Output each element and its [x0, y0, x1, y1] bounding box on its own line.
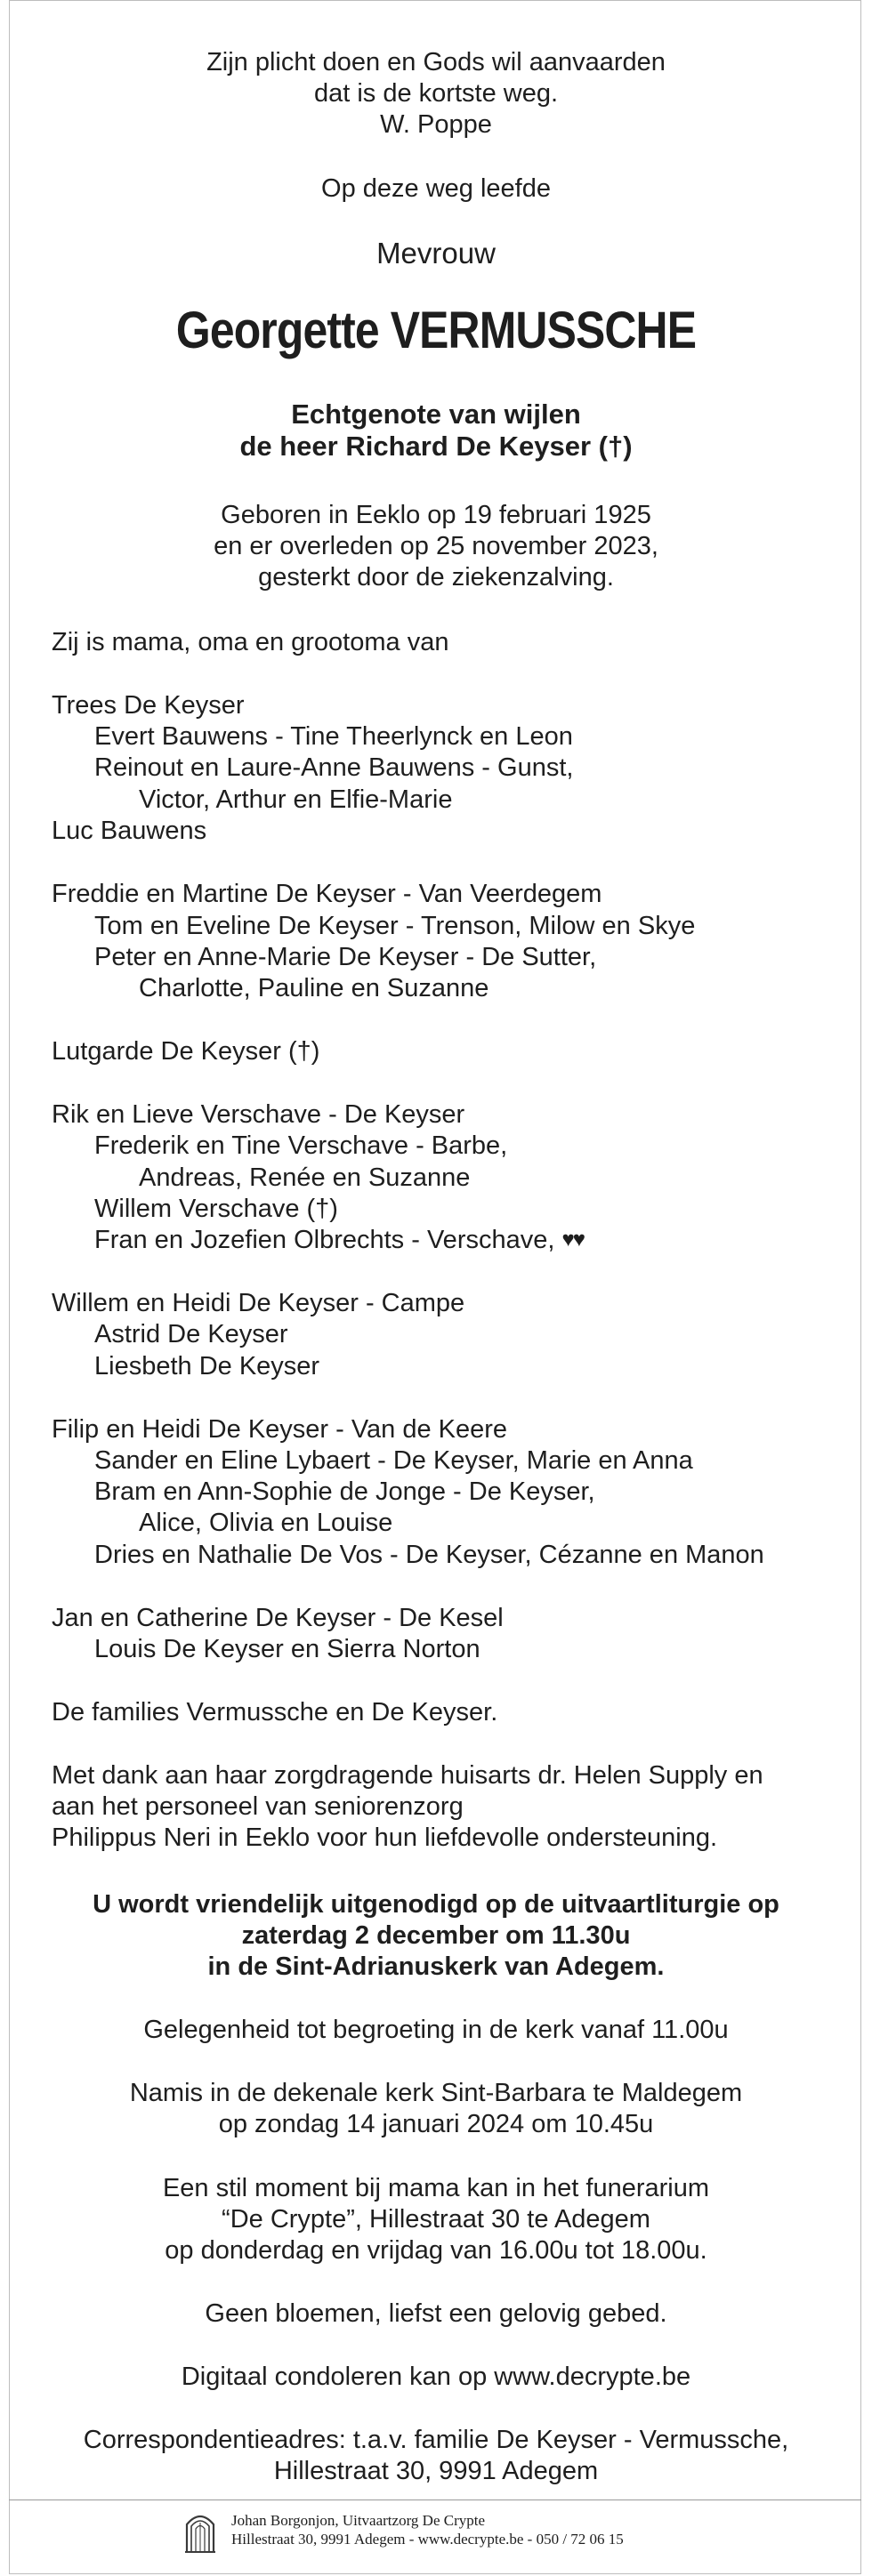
- visit-line-2: “De Crypte”, Hillestraat 30 te Adegem: [222, 2205, 650, 2234]
- flowers-line: Geen bloemen, liefst een gelovig gebed.: [205, 2299, 667, 2328]
- family-member: Charlotte, Pauline en Suzanne: [139, 974, 489, 1002]
- family-head: Filip en Heidi De Keyser - Van de Keere: [52, 1415, 508, 1444]
- family-member: Louis De Keyser en Sierra Norton: [94, 1635, 480, 1663]
- deceased-name: Georgette VERMUSSCHE: [175, 302, 697, 359]
- footer-line-2: Hillestraat 30, 9991 Adegem - www.decrypte.be - 050 / 72 06 15: [231, 2531, 624, 2548]
- invitation-line-2: zaterdag 2 december om 11.30u: [241, 1921, 631, 1950]
- invitation-line-1: U wordt vriendelijk uitgenodigd op de uitvaartliturgie op: [93, 1890, 779, 1919]
- intro-text: Op deze weg leefde: [321, 174, 551, 203]
- thanks-line-3: Philippus Neri in Eeklo voor hun liefdevolle ondersteuning.: [52, 1823, 718, 1852]
- sacrament-line: gesterkt door de ziekenzalving.: [258, 563, 614, 592]
- family-member: Liesbeth De Keyser: [94, 1352, 320, 1381]
- family-member: Victor, Arthur en Elfie-Marie: [139, 785, 453, 814]
- family-head: Willem en Heidi De Keyser - Campe: [52, 1289, 465, 1317]
- thanks-line-2: aan het personeel van seniorenzorg: [52, 1792, 464, 1821]
- visit-line-3: op donderdag en vrijdag van 16.00u tot 18.00u.: [165, 2236, 707, 2265]
- family-member: Dries en Nathalie De Vos - De Keyser, Cézanne en Manon: [94, 1541, 764, 1569]
- correspondence-line-2: Hillestraat 30, 9991 Adegem: [273, 2457, 599, 2485]
- family-head: Jan en Catherine De Keyser - De Kesel: [52, 1604, 504, 1632]
- family-member-with-hearts: [94, 1225, 584, 1255]
- family-member: Sander en Eline Lybaert - De Keyser, Marie en Anna: [94, 1446, 693, 1475]
- spouse-line-2: de heer Richard De Keyser (†): [239, 431, 633, 462]
- footer-line-1: Johan Borgonjon, Uitvaartzorg De Crypte: [231, 2512, 486, 2529]
- family-head: Rik en Lieve Verschave - De Keyser: [52, 1100, 465, 1129]
- visit-line-1: Een stil moment bij mama kan in het funerarium: [162, 2174, 710, 2202]
- family-head: Freddie en Martine De Keyser - Van Veerdegem: [52, 880, 602, 908]
- family-member: Peter en Anne-Marie De Keyser - De Sutter,: [94, 943, 597, 971]
- family-member: Astrid De Keyser: [94, 1320, 288, 1348]
- family-head: Luc Bauwens: [52, 817, 207, 845]
- family-member-text: Fran en Jozefien Olbrechts - Verschave,: [94, 1226, 555, 1254]
- families-line: De families Vermussche en De Keyser.: [52, 1698, 498, 1727]
- family-member: Evert Bauwens - Tine Theerlynck en Leon: [94, 722, 573, 751]
- invitation-line-3: in de Sint-Adrianuskerk van Adegem.: [207, 1952, 665, 1981]
- family-member: Frederik en Tine Verschave - Barbe,: [94, 1131, 508, 1160]
- greeting-line: Gelegenheid tot begroeting in de kerk vanaf 11.00u: [143, 2016, 729, 2044]
- family-member: Alice, Olivia en Louise: [139, 1509, 393, 1537]
- family-head: Trees De Keyser: [52, 691, 245, 720]
- family-member: Bram en Ann-Sophie de Jonge - De Keyser,: [94, 1477, 595, 1506]
- family-member: Tom en Eveline De Keyser - Trenson, Milow en Skye: [94, 912, 696, 940]
- family-member: Andreas, Renée en Suzanne: [139, 1163, 471, 1192]
- poem-line-2: dat is de kortste weg.: [313, 79, 559, 108]
- family-intro: Zij is mama, oma en grootoma van: [52, 628, 449, 656]
- mass-line-1: Namis in de dekenale kerk Sint-Barbara te Maldegem: [129, 2079, 743, 2107]
- thanks-line-1: Met dank aan haar zorgdragende huisarts dr. Helen Supply en: [52, 1761, 763, 1790]
- spouse-line-1: Echtgenote van wijlen: [291, 398, 581, 430]
- hearts-icon: ♥♥: [561, 1228, 584, 1252]
- mass-line-2: op zondag 14 januari 2024 om 10.45u: [218, 2110, 654, 2138]
- birth-line: Geboren in Eeklo op 19 februari 1925: [221, 501, 651, 529]
- poem-author: W. Poppe: [380, 110, 492, 139]
- correspondence-line-1: Correspondentieadres: t.a.v. familie De Keyser - Vermussche,: [83, 2426, 789, 2454]
- death-line: en er overleden op 25 november 2023,: [214, 532, 658, 560]
- family-member: Willem Verschave (†): [94, 1195, 338, 1223]
- family-member: Reinout en Laure-Anne Bauwens - Gunst,: [94, 753, 574, 782]
- condolences-line: Digitaal condoleren kan op www.decrypte.be: [181, 2363, 691, 2391]
- poem-line-1: Zijn plicht doen en Gods wil aanvaarden: [206, 48, 666, 76]
- arch-icon: [185, 2507, 215, 2553]
- family-head: Lutgarde De Keyser (†): [52, 1037, 320, 1066]
- title-text: Mevrouw: [376, 237, 496, 270]
